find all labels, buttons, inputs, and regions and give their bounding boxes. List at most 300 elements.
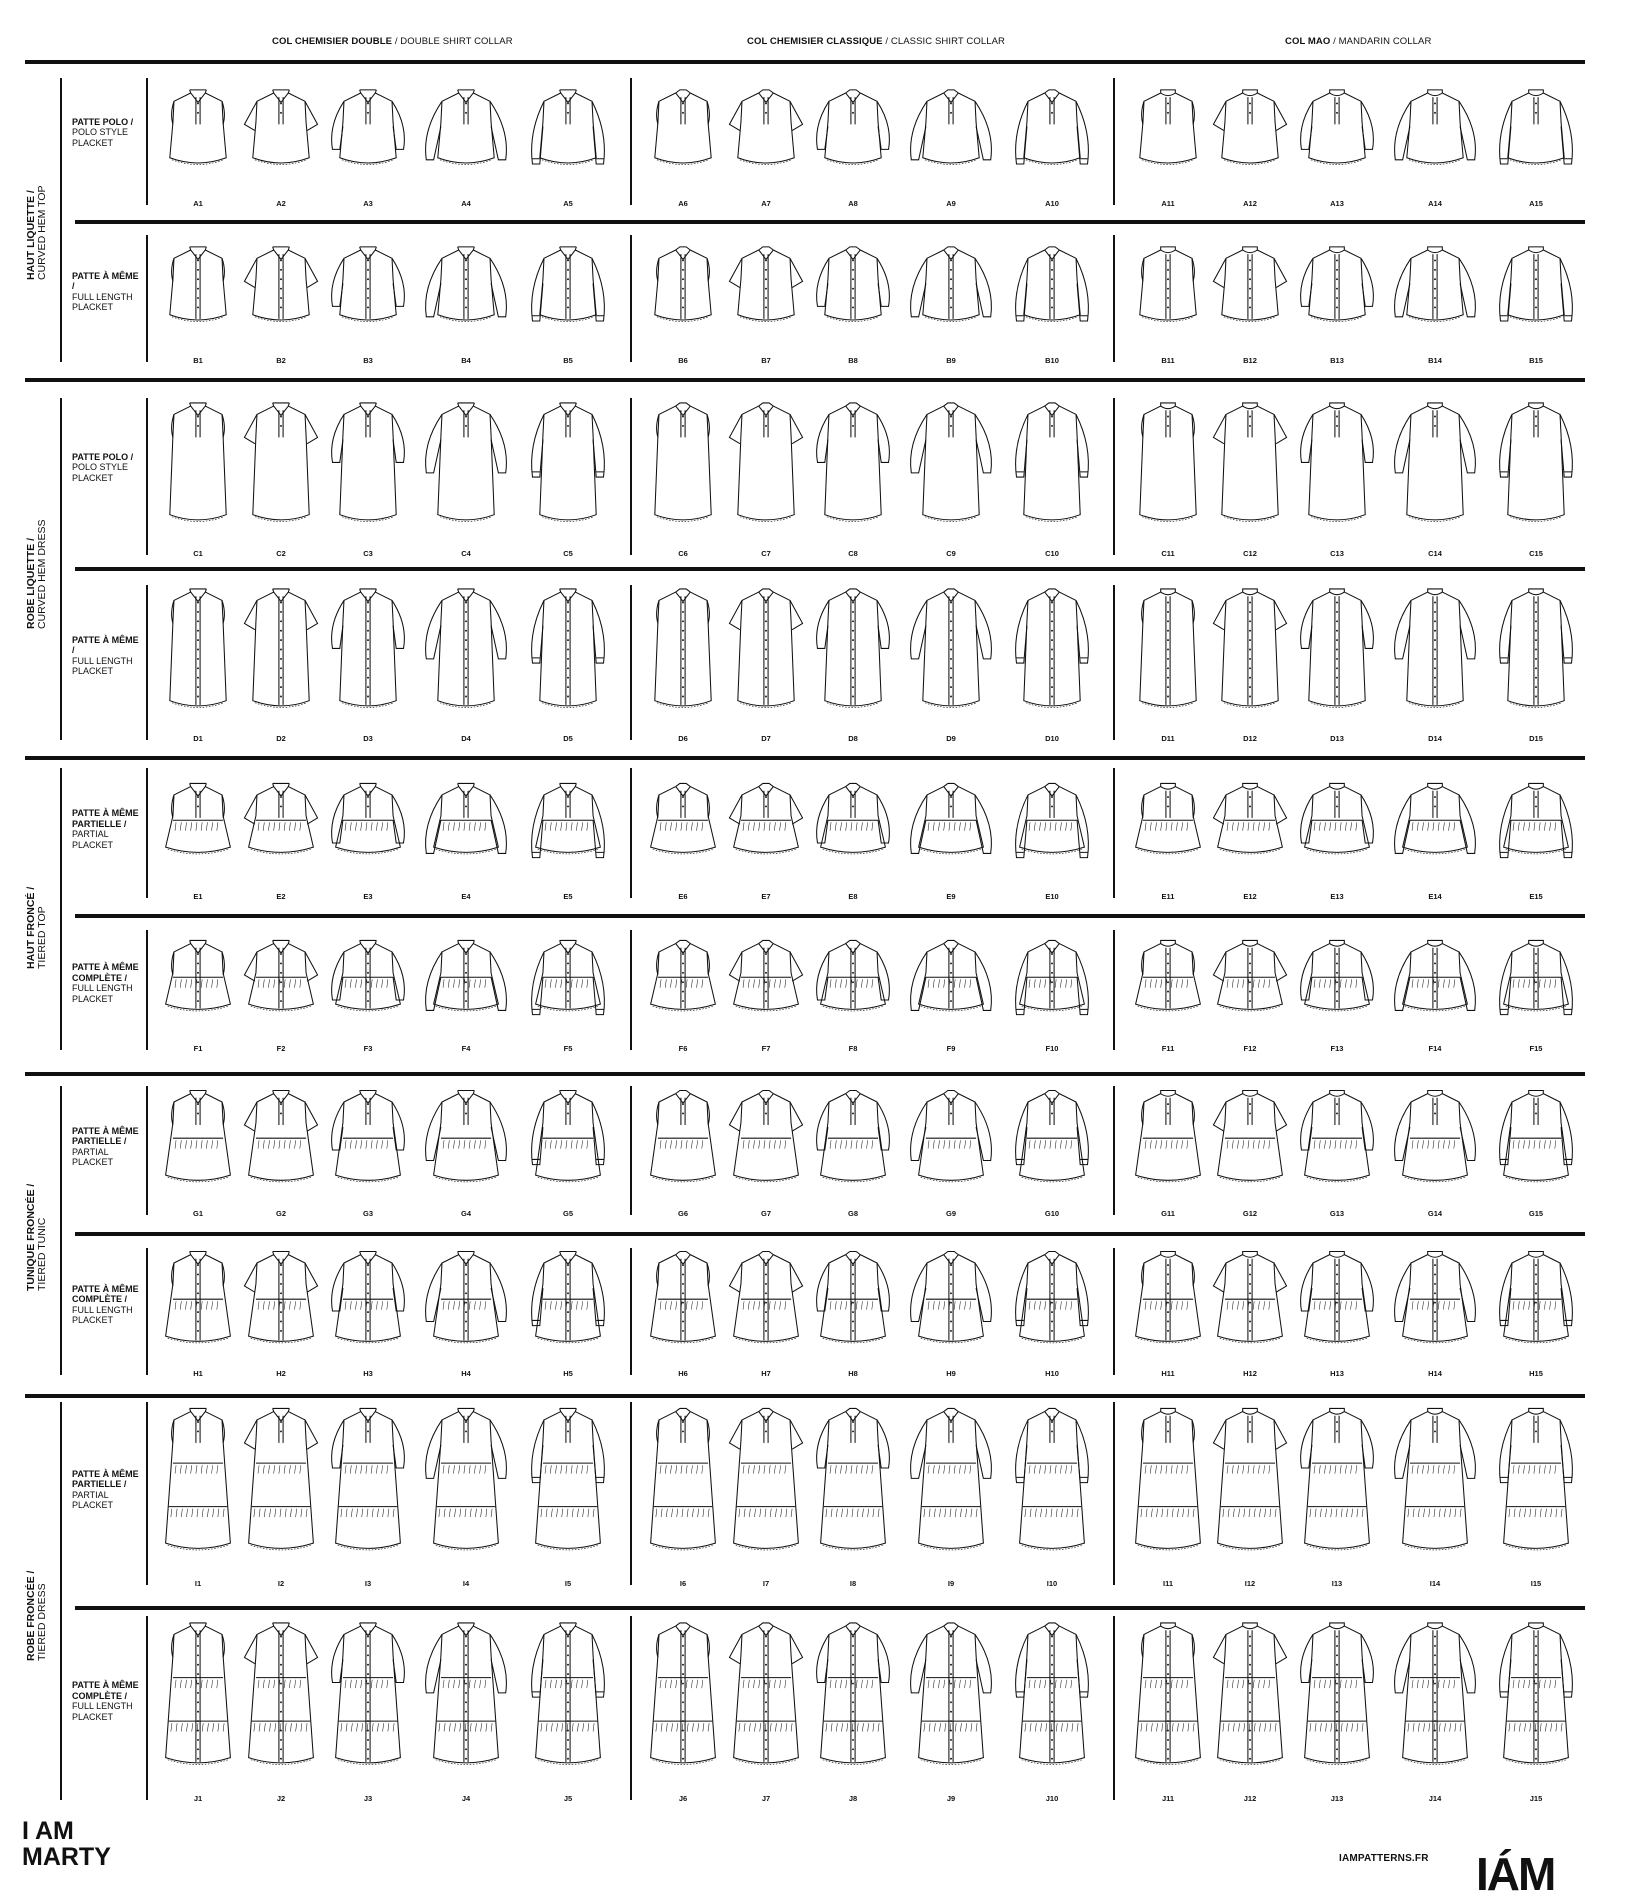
view-code: B5 [563,356,573,365]
garment-drawing [1005,398,1099,529]
website-link[interactable]: IAMPATTERNS.FR [1339,1853,1429,1864]
garment-view [316,78,420,208]
view-code: F4 [461,1044,471,1053]
view-code: J1 [193,1794,203,1803]
view-code: B11 [1161,356,1175,365]
garment-view [899,1086,1003,1218]
placket-label [72,452,140,484]
garment-view [899,585,1003,743]
view-code: C11 [1161,549,1175,558]
iam-logo: IÁM [1476,1848,1555,1900]
view-code: F2 [276,1044,286,1053]
group-label [26,1571,48,1661]
view-code: F12 [1243,1044,1257,1053]
view-code: H3 [363,1369,373,1378]
view-code: D9 [946,734,956,743]
column-header [747,36,1005,47]
placket-label [72,808,140,850]
view-code: E10 [1045,892,1059,901]
view-code: J7 [761,1794,771,1803]
group-label-en: TIERED TUNIC [36,1217,48,1291]
garment-drawing [806,235,900,336]
garment-drawing [234,78,328,179]
garment-drawing [719,1402,813,1559]
view-code: E11 [1161,892,1175,901]
view-code: G13 [1329,1209,1345,1218]
view-code: F10 [1045,1044,1059,1053]
garment-view [316,930,420,1053]
garment-drawing [1203,1248,1297,1349]
group-label [26,520,48,630]
group-bracket [60,768,62,1050]
garment-view [1484,585,1588,743]
garment-view [1484,398,1588,558]
garment-drawing [419,235,513,336]
view-code: D5 [563,734,573,743]
garment-view [516,1086,620,1218]
garment-view [801,768,905,901]
column-header-fr: COL CHEMISIER CLASSIQUE [747,36,883,47]
garment-view [516,585,620,743]
garment-drawing [1005,1402,1099,1559]
view-code: A2 [276,199,286,208]
view-code: E1 [193,892,203,901]
garment-view [1000,930,1104,1053]
view-code: F11 [1161,1044,1175,1053]
brand-line-1: I AM [22,1817,74,1845]
view-code: C5 [563,549,573,558]
view-code: G2 [275,1209,286,1218]
view-code: C6 [678,549,688,558]
view-code: H11 [1161,1369,1175,1378]
garment-drawing [904,768,998,872]
view-code: B12 [1243,356,1257,365]
view-code: B3 [363,356,373,365]
garment-drawing [719,930,813,1024]
garment-view [414,1616,518,1803]
garment-view [1000,78,1104,208]
garment-drawing [1388,1248,1482,1349]
garment-drawing [321,235,415,336]
group-bracket [60,78,62,362]
placket-label-fr: PATTE À MÊME / [72,270,139,291]
garment-drawing [321,1248,415,1349]
placket-label-en: PARTIAL PLACKET [72,829,114,850]
view-code: B15 [1529,356,1543,365]
view-code: G7 [760,1209,771,1218]
garment-view [801,1616,905,1803]
garment-drawing [1489,585,1583,714]
group-label-en: TIERED DRESS [36,1583,48,1661]
view-code: D4 [461,734,471,743]
garment-drawing [1005,585,1099,714]
view-code: G15 [1528,1209,1544,1218]
group-label [26,1183,48,1290]
view-code: B8 [848,356,858,365]
view-code: C15 [1529,549,1543,558]
garment-view [1383,1402,1487,1588]
view-code: G4 [460,1209,471,1218]
garment-drawing [419,768,513,872]
view-code: G3 [362,1209,373,1218]
view-code: D2 [276,734,286,743]
garment-drawing [321,930,415,1024]
view-code: A3 [363,199,373,208]
garment-drawing [321,1402,415,1559]
view-code: C2 [276,549,286,558]
garment-drawing [1203,768,1297,872]
garment-view [899,1616,1003,1803]
garment-drawing [1203,1616,1297,1774]
garment-view [899,235,1003,365]
garment-drawing [904,1402,998,1559]
collar-column-divider [1113,235,1115,362]
view-code: I9 [947,1579,955,1588]
garment-view [801,235,905,365]
garment-view [516,398,620,558]
view-code: E9 [946,892,956,901]
view-code: H6 [678,1369,688,1378]
view-code: B14 [1428,356,1442,365]
group-bracket [60,398,62,740]
view-code: H7 [761,1369,771,1378]
placket-label [72,271,140,313]
view-code: A11 [1161,199,1175,208]
view-code: I15 [1530,1579,1542,1588]
garment-view [316,1402,420,1588]
view-code: A1 [193,199,203,208]
garment-drawing [1005,235,1099,336]
garment-view [414,768,518,901]
column-header-fr: COL CHEMISIER DOUBLE [272,36,393,47]
view-code: E13 [1330,892,1344,901]
garment-drawing [806,930,900,1024]
garment-drawing [234,585,328,714]
garment-drawing [234,930,328,1024]
garment-drawing [521,1616,615,1774]
view-code: H2 [276,1369,286,1378]
garment-drawing [904,235,998,336]
view-code: H12 [1243,1369,1257,1378]
garment-view [316,1248,420,1378]
garment-view [1383,78,1487,208]
garment-drawing [419,78,513,179]
row-divider [75,1606,1585,1610]
view-code: G1 [192,1209,203,1218]
garment-view [316,235,420,365]
garment-drawing [1388,78,1482,179]
view-code: E5 [563,892,573,901]
garment-drawing [1203,585,1297,714]
view-code: G5 [562,1209,573,1218]
placket-label-en: PARTIAL PLACKET [72,1489,114,1510]
view-code: G9 [945,1209,956,1218]
placket-label [72,635,140,677]
garment-view [516,78,620,208]
garment-drawing [904,78,998,179]
garment-view [316,398,420,558]
garment-drawing [1203,930,1297,1024]
garment-drawing [1388,235,1482,336]
view-code: E2 [276,892,286,901]
garment-drawing [1290,768,1384,872]
garment-view [414,235,518,365]
view-code: F3 [363,1044,373,1053]
view-code: I10 [1046,1579,1058,1588]
garment-drawing [521,930,615,1024]
view-code: F7 [761,1044,771,1053]
view-code: D15 [1529,734,1543,743]
garment-drawing [234,1086,328,1189]
garment-view [1484,78,1588,208]
garment-view [899,1402,1003,1588]
garment-drawing [521,398,615,529]
view-code: D10 [1045,734,1059,743]
view-code: J11 [1161,1794,1175,1803]
column-header-en: / DOUBLE SHIRT COLLAR [394,36,513,47]
view-code: C7 [761,549,771,558]
view-code: E3 [363,892,373,901]
garment-view [1383,768,1487,901]
view-code: G6 [677,1209,688,1218]
garment-drawing [806,1086,900,1189]
garment-drawing [1005,1616,1099,1774]
placket-label-fr: PATTE À MÊME PARTIELLE / [72,1468,139,1489]
brand-name [22,1818,111,1870]
garment-view [1383,1086,1487,1218]
view-code: F9 [946,1044,956,1053]
column-header [272,36,513,47]
group-divider [25,378,1585,382]
view-code: E12 [1243,892,1257,901]
garment-drawing [904,930,998,1024]
placket-label-en: FULL LENGTH PLACKET [72,1304,133,1325]
garment-drawing [904,1248,998,1349]
garment-drawing [321,768,415,872]
garment-drawing [321,1086,415,1189]
garment-drawing [419,398,513,529]
view-code: B10 [1045,356,1059,365]
row-divider [75,1232,1585,1236]
garment-view [1000,235,1104,365]
group-label-en: CURVED HEM DRESS [36,519,48,629]
view-code: G8 [847,1209,858,1218]
view-code: G10 [1044,1209,1060,1218]
column-header [1285,36,1431,47]
view-code: B6 [678,356,688,365]
view-code: F8 [848,1044,858,1053]
garment-view [1000,1086,1104,1218]
view-code: A5 [563,199,573,208]
garment-drawing [419,1086,513,1189]
garment-view [516,235,620,365]
view-code: I8 [849,1579,857,1588]
group-bracket [60,1086,62,1375]
garment-drawing [234,235,328,336]
garment-drawing [1290,1086,1384,1189]
garment-drawing [1005,768,1099,872]
garment-drawing [1203,398,1297,529]
garment-drawing [1489,930,1583,1024]
garment-view [1484,1616,1588,1803]
garment-view [414,585,518,743]
group-divider [25,756,1585,760]
view-code: H1 [193,1369,203,1378]
placket-label-fr: PATTE À MÊME PARTIELLE / [72,808,139,829]
garment-view [1484,235,1588,365]
view-code: A9 [946,199,956,208]
view-code: A15 [1529,199,1543,208]
garment-drawing [1005,930,1099,1024]
garment-drawing [1489,1402,1583,1559]
garment-drawing [1203,78,1297,179]
garment-drawing [1388,585,1482,714]
view-code: B13 [1330,356,1344,365]
brand-line-2: MARTY [22,1843,111,1871]
garment-drawing [1388,1616,1482,1774]
garment-drawing [419,585,513,714]
garment-drawing [904,585,998,714]
garment-view [316,1616,420,1803]
garment-drawing [521,1248,615,1349]
view-code: D8 [848,734,858,743]
collar-column-divider [1113,768,1115,898]
garment-drawing [719,1086,813,1189]
garment-drawing [1388,768,1482,872]
garment-drawing [719,1248,813,1349]
group-divider [25,1072,1585,1076]
view-code: I11 [1162,1579,1173,1588]
view-code: J10 [1045,1794,1059,1803]
garment-drawing [904,1616,998,1774]
view-code: E7 [761,892,771,901]
view-code: I4 [462,1579,470,1588]
garment-view [801,1402,905,1588]
garment-drawing [1388,930,1482,1024]
garment-drawing [234,768,328,872]
garment-drawing [419,1248,513,1349]
garment-drawing [1290,1616,1384,1774]
garment-view [1285,930,1389,1053]
garment-drawing [1005,78,1099,179]
garment-drawing [419,1402,513,1559]
placket-label [72,1284,140,1326]
garment-drawing [719,78,813,179]
garment-drawing [521,585,615,714]
garment-drawing [904,1086,998,1189]
garment-view [316,585,420,743]
view-code: I6 [679,1579,687,1588]
view-code: I3 [364,1579,372,1588]
group-label-fr: HAUT LIQUETTE / [25,190,37,280]
garment-view [1285,78,1389,208]
garment-drawing [719,398,813,529]
garment-view [1285,1086,1389,1218]
view-code: I2 [277,1579,285,1588]
view-code: J15 [1529,1794,1543,1803]
garment-view [899,1248,1003,1378]
view-code: F1 [193,1044,203,1053]
garment-view [1000,398,1104,558]
view-code: D3 [363,734,373,743]
placket-label-en: PARTIAL PLACKET [72,1146,114,1167]
collar-column-divider [1113,1616,1115,1800]
garment-drawing [419,1616,513,1774]
view-code: J14 [1428,1794,1442,1803]
garment-drawing [521,1402,615,1559]
group-label-fr: TUNIQUE FRONCÉE / [25,1183,37,1291]
garment-drawing [806,1248,900,1349]
garment-view [316,768,420,901]
garment-view [414,930,518,1053]
view-code: A13 [1330,199,1344,208]
view-code: H4 [461,1369,471,1378]
garment-drawing [1290,930,1384,1024]
garment-view [1383,585,1487,743]
view-code: F14 [1428,1044,1442,1053]
group-divider [25,1394,1585,1398]
view-code: B1 [193,356,203,365]
garment-drawing [806,398,900,529]
view-code: H10 [1045,1369,1059,1378]
garment-drawing [1290,1248,1384,1349]
view-code: E4 [461,892,471,901]
view-code: D6 [678,734,688,743]
collar-column-divider [1113,930,1115,1050]
view-code: E15 [1529,892,1543,901]
garment-view [316,1086,420,1218]
view-code: H13 [1330,1369,1344,1378]
garment-view [1000,1616,1104,1803]
view-code: D14 [1428,734,1442,743]
view-code: I7 [762,1579,770,1588]
view-code: C13 [1330,549,1344,558]
view-code: H5 [563,1369,573,1378]
placket-label-fr: PATTE À MÊME COMPLÈTE / [72,1283,139,1304]
garment-drawing [234,1248,328,1349]
placket-label [72,1680,140,1722]
garment-view [1484,930,1588,1053]
garment-drawing [806,1616,900,1774]
garment-view [516,1616,620,1803]
view-code: F15 [1529,1044,1543,1053]
column-header-en: / CLASSIC SHIRT COLLAR [885,36,1006,47]
garment-drawing [719,235,813,336]
garment-view [801,398,905,558]
collar-column-divider [1113,585,1115,740]
group-label [26,887,48,969]
garment-view [414,1402,518,1588]
placket-label-en: POLO STYLE PLACKET [72,462,129,483]
view-code: A12 [1243,199,1257,208]
view-code: B4 [461,356,471,365]
garment-view [1285,1616,1389,1803]
view-code: J13 [1330,1794,1344,1803]
garment-drawing [1489,1616,1583,1774]
garment-view [1285,398,1389,558]
garment-drawing [719,585,813,714]
garment-drawing [321,585,415,714]
group-label-fr: HAUT FRONCÉ / [25,886,37,969]
garment-view [801,930,905,1053]
garment-drawing [1005,1248,1099,1349]
garment-drawing [1290,1402,1384,1559]
garment-drawing [1290,78,1384,179]
placket-label-fr: PATTE À MÊME COMPLÈTE / [72,1680,139,1701]
garment-drawing [521,1086,615,1189]
placket-label-en: FULL LENGTH PLACKET [72,291,133,312]
garment-drawing [521,235,615,336]
